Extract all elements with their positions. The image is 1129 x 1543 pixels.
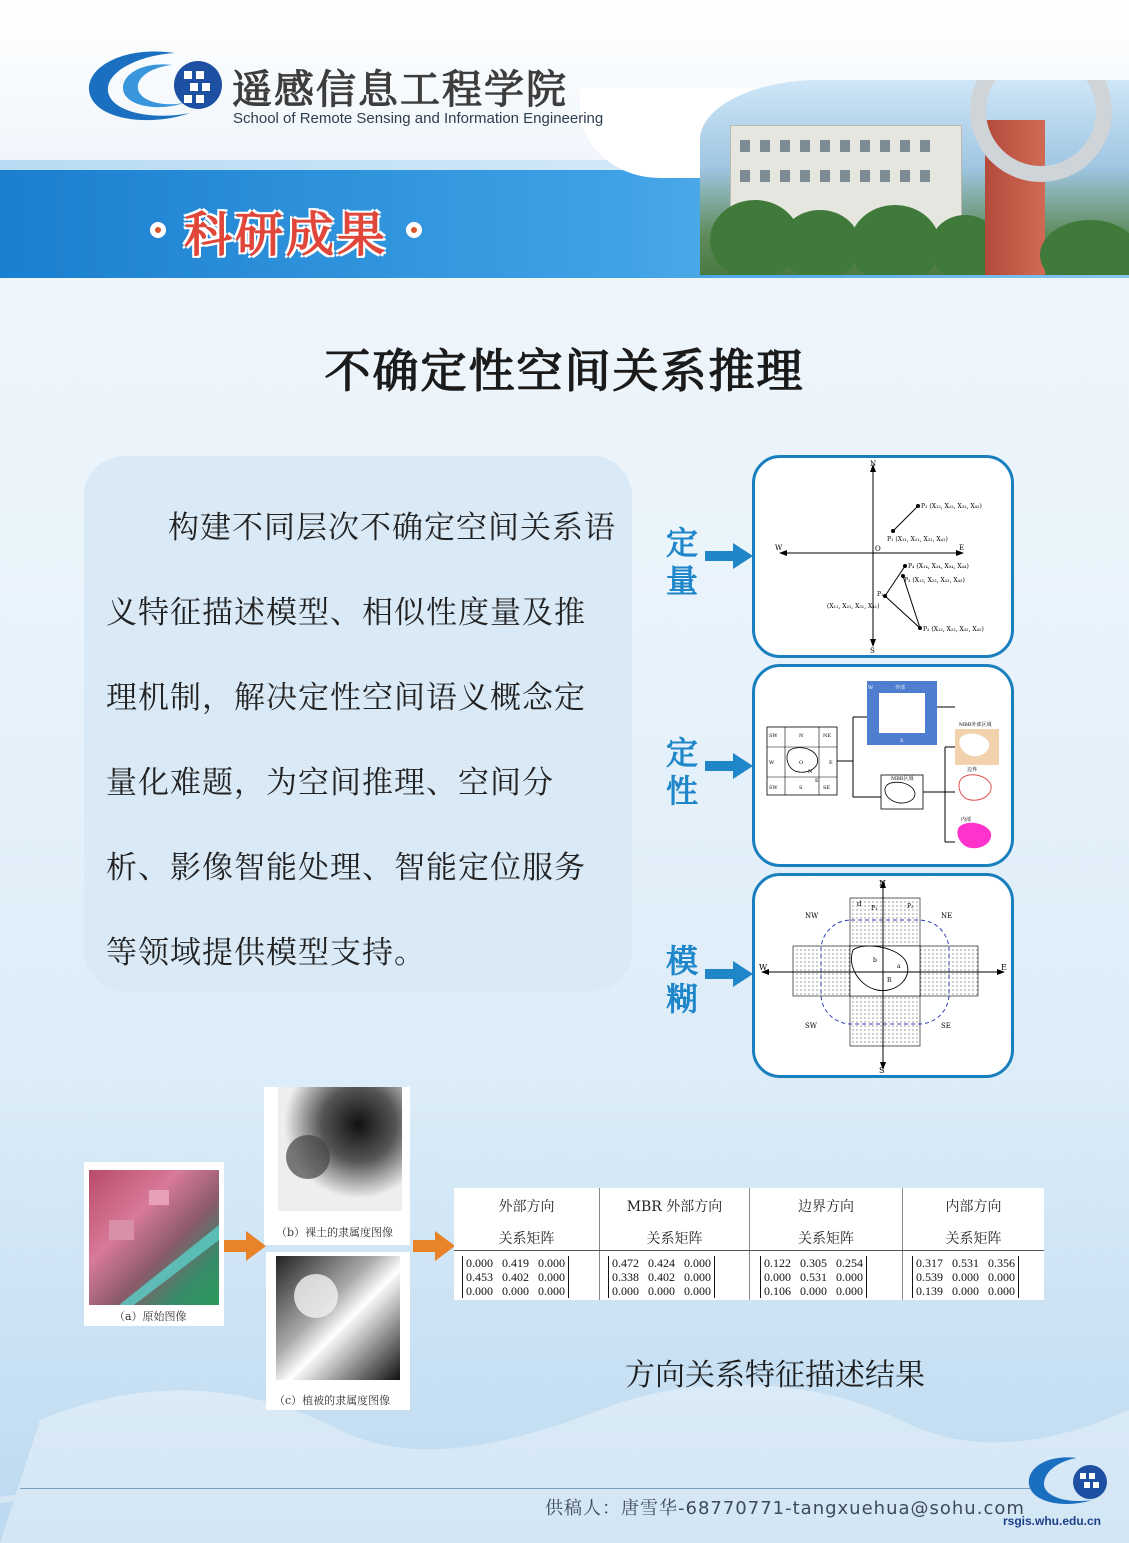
soil-membership-image xyxy=(278,1087,402,1211)
svg-text:NW: NW xyxy=(805,912,819,920)
table-header: 关系矩阵 xyxy=(945,1231,1002,1247)
svg-text:(X₁₁, X₂₁, X₃₁, X₄₁): (X₁₁, X₂₁, X₃₁, X₄₁) xyxy=(827,603,880,610)
svg-text:P₁: P₁ xyxy=(877,591,884,598)
matrix-exterior: 0.000 0.419 0.000 0.453 0.402 0.000 0.000 0.000 0.000 xyxy=(462,1256,569,1298)
svg-text:E: E xyxy=(1001,963,1007,972)
svg-text:P₂ (X₁₂, X₂₂, X₃₂, X₄₂): P₂ (X₁₂, X₂₂, X₃₂, X₄₂) xyxy=(921,503,982,510)
matrix-boundary: 0.122 0.305 0.254 0.000 0.531 0.000 0.106 0.000 0.000 xyxy=(760,1256,867,1298)
svg-text:外部: 外部 xyxy=(895,685,906,691)
original-image xyxy=(89,1170,219,1305)
section-title-text: 科研成果 xyxy=(184,206,389,263)
axis-n: N xyxy=(870,460,877,468)
svg-text:R: R xyxy=(887,977,892,984)
svg-text:b: b xyxy=(873,957,877,964)
original-image-card xyxy=(84,1162,224,1326)
svg-text:S: S xyxy=(900,738,904,744)
table-header: MBR 外部方向 xyxy=(626,1199,723,1215)
table-header: 关系矩阵 xyxy=(646,1231,703,1247)
footer-url[interactable]: rsgis.whu.edu.cn xyxy=(1003,1514,1102,1528)
quantitative-diagram xyxy=(752,455,1014,658)
svg-text:O: O xyxy=(799,760,804,766)
svg-text:S: S xyxy=(799,785,803,791)
table-header: 边界方向 xyxy=(798,1199,854,1215)
svg-text:NE: NE xyxy=(823,733,832,739)
bullet-dot-icon xyxy=(150,222,166,238)
footer-contact: 供稿人：唐雪华-68770771-tangxuehua@sohu.com xyxy=(545,1498,1025,1519)
svg-text:N: N xyxy=(879,879,886,888)
svg-text:W: W xyxy=(759,963,768,972)
svg-text:N: N xyxy=(799,733,804,739)
arrow-right-icon xyxy=(705,543,753,569)
school-logo-icon xyxy=(80,45,230,125)
matrix-mbr-exterior: 0.472 0.424 0.000 0.338 0.402 0.000 0.000 0.000 0.000 xyxy=(608,1256,715,1298)
caption-original: （a）原始图像 xyxy=(114,1310,187,1323)
label-qualitative: 定 性 xyxy=(665,734,698,810)
matrix-interior: 0.317 0.531 0.356 0.539 0.000 0.000 0.139 0.000 0.000 xyxy=(912,1256,1019,1298)
svg-text:MBR外部区域: MBR外部区域 xyxy=(959,722,992,728)
svg-text:内部: 内部 xyxy=(961,817,972,823)
svg-text:E: E xyxy=(815,778,819,784)
caption-vegetation: （c）植被的隶属度图像 xyxy=(274,1394,391,1407)
campus-photo xyxy=(700,80,1129,275)
svg-text:a: a xyxy=(897,963,901,970)
fuzzy-diagram xyxy=(752,873,1014,1078)
svg-text:P₁: P₁ xyxy=(871,905,878,912)
label-quantitative: 定 量 xyxy=(665,524,698,600)
svg-text:E: E xyxy=(829,760,833,766)
arrow-right-icon xyxy=(224,1231,266,1261)
svg-text:P₄ (X₁₄, X₂₄, X₃₄, X₄₄): P₄ (X₁₄, X₂₄, X₃₄, X₄₄) xyxy=(908,563,969,570)
arrow-right-icon xyxy=(705,753,753,779)
table-header: 外部方向 xyxy=(498,1199,555,1215)
description-text: 构建不同层次不确定空间关系语义特征描述模型、相似性度量及推理机制，解决定性空间语义概念定量化难题，为空间推理、空间分析、影像智能处理、智能定位服务等领域提供模型支持。 xyxy=(106,510,616,971)
arrow-right-icon xyxy=(705,961,753,987)
axis-e: E xyxy=(959,544,965,552)
school-name-english: School of Remote Sensing and Information Engineering xyxy=(233,110,604,127)
svg-text:SW: SW xyxy=(769,785,778,791)
svg-text:S: S xyxy=(879,1066,885,1075)
soil-membership-card xyxy=(264,1087,410,1245)
axis-w: W xyxy=(775,544,783,552)
table-header: 关系矩阵 xyxy=(498,1231,555,1247)
direction-relation-table xyxy=(454,1188,1044,1300)
svg-text:边界: 边界 xyxy=(967,767,978,773)
svg-text:SW: SW xyxy=(769,733,778,739)
footer-logo-icon xyxy=(1022,1452,1112,1514)
vegetation-membership-card xyxy=(266,1252,410,1410)
svg-text:d: d xyxy=(857,900,862,908)
svg-text:P₃ (X₁₃, X₂₃, X₃₃, X₄₃): P₃ (X₁₃, X₂₃, X₃₃, X₄₃) xyxy=(904,577,965,584)
table-header: 关系矩阵 xyxy=(798,1231,854,1247)
page-title: 不确定性空间关系推理 xyxy=(324,344,805,398)
footer-divider xyxy=(20,1488,1030,1489)
svg-text:W: W xyxy=(868,685,874,691)
svg-text:MBR区域: MBR区域 xyxy=(891,776,914,782)
svg-text:W: W xyxy=(769,760,775,766)
vegetation-membership-image xyxy=(276,1256,400,1380)
svg-text:NE: NE xyxy=(941,912,953,920)
svg-text:P₂ (X₁₂, X₂₂, X₃₂, X₄₂): P₂ (X₁₂, X₂₂, X₃₂, X₄₂) xyxy=(923,626,984,633)
origin: O xyxy=(875,545,881,553)
label-fuzzy: 模 糊 xyxy=(665,942,698,1018)
bullet-dot-icon xyxy=(406,222,422,238)
section-title xyxy=(150,190,500,270)
svg-text:P₂: P₂ xyxy=(907,903,914,910)
table-header: 内部方向 xyxy=(945,1199,1002,1215)
qualitative-diagram xyxy=(752,664,1014,867)
svg-text:SE: SE xyxy=(823,785,831,791)
svg-text:P₁ (X₁₁, X₂₁, X₃₁, X₄₁): P₁ (X₁₁, X₂₁, X₃₁, X₄₁) xyxy=(887,536,948,543)
svg-text:SE: SE xyxy=(941,1022,951,1030)
result-caption: 方向关系特征描述结果 xyxy=(625,1358,925,1393)
axis-s: S xyxy=(870,647,875,655)
arrow-right-icon xyxy=(413,1231,455,1261)
caption-soil: （b）裸土的隶属度图像 xyxy=(276,1226,394,1239)
svg-text:SW: SW xyxy=(805,1022,817,1030)
school-name-chinese: 遥感信息工程学院 xyxy=(232,66,568,113)
svg-text:N: N xyxy=(808,769,813,775)
